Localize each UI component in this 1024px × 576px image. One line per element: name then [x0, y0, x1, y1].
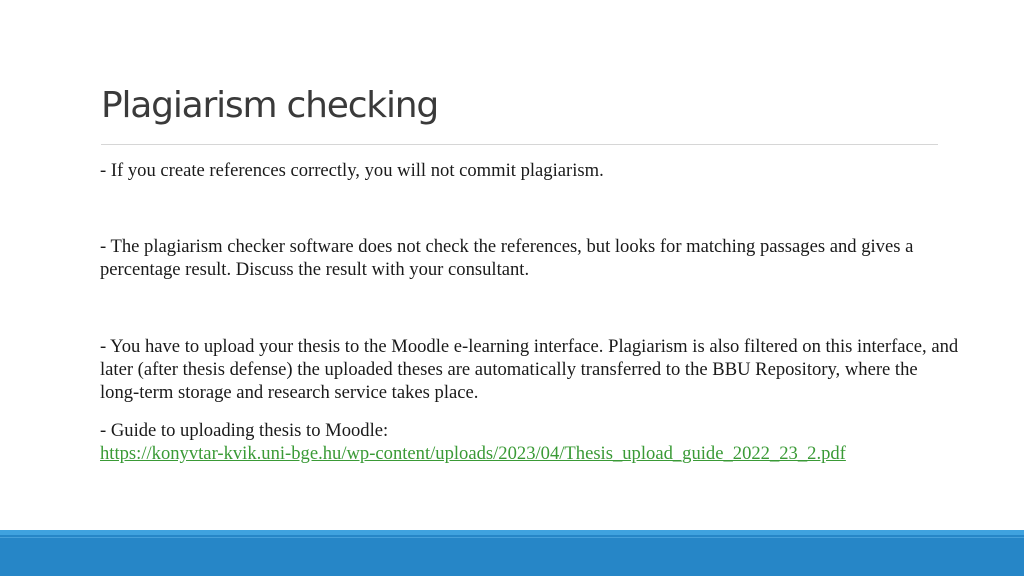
upload-guide-link[interactable]: https://konyvtar-kvik.uni-bge.hu/wp-content/uploads/2023/04/Thesis_upload_guide_2022_23_2.pdf [100, 443, 846, 464]
title-divider [101, 144, 938, 145]
slide-title: Plagiarism checking [101, 85, 439, 126]
upload-guide-label: - Guide to uploading thesis to Moodle: [100, 420, 389, 441]
paragraph-upload-guide [100, 419, 960, 465]
paragraph-references: - If you create references correctly, you will not commit plagiarism. [100, 160, 604, 181]
paragraph-checker-software: - The plagiarism checker software does not check the references, but looks for matching passages and gives a percentage result. Discuss the result with your consultant. [100, 236, 914, 280]
footer-band-highlight [0, 530, 1024, 535]
footer-band-line [0, 537, 1024, 538]
paragraph-moodle-upload: - You have to upload your thesis to the Moodle e-learning interface. Plagiarism is also filtered on this interface, and later (after thesis defense) the uploaded theses are automatically transferred to the BBU Repository, where the long-term storage and research service takes place. [100, 336, 959, 403]
